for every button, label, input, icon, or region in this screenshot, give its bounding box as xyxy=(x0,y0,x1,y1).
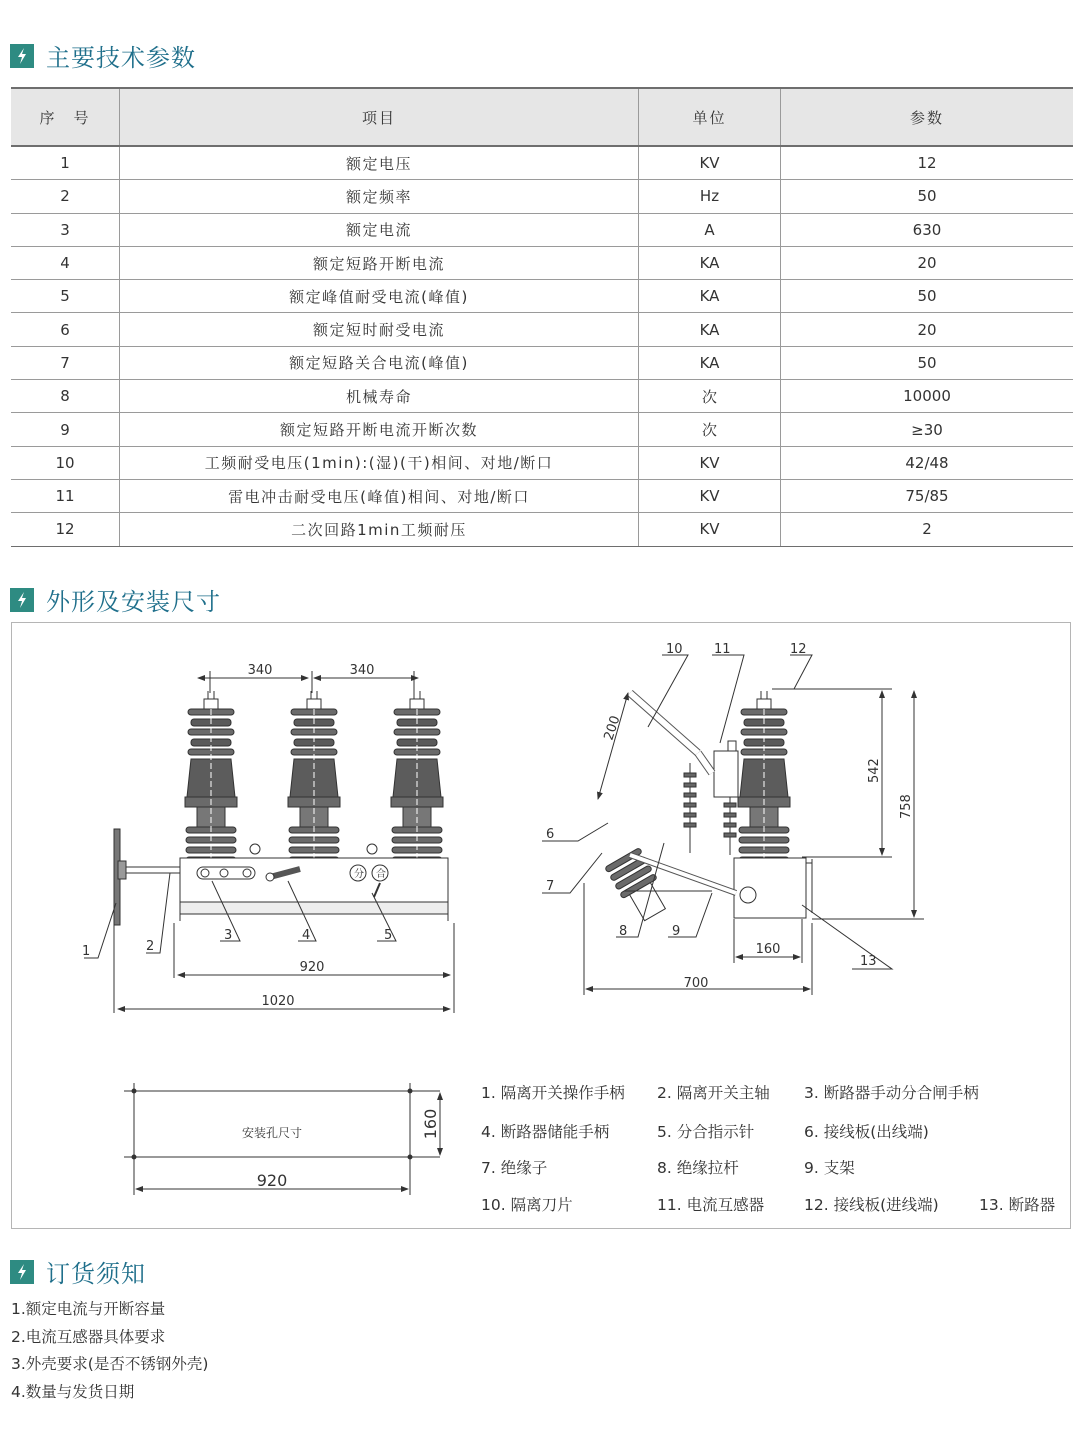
callout: 2 xyxy=(146,939,155,954)
legend-item: 6. 接线板(出线端) xyxy=(804,1123,929,1141)
legend-item: 3. 断路器手动分合闸手柄 xyxy=(804,1084,979,1102)
cell-no: 10 xyxy=(11,446,120,479)
cell-unit: KA xyxy=(639,313,781,346)
cell-unit: KV xyxy=(639,513,781,546)
cell-item: 机械寿命 xyxy=(120,380,639,413)
dim-label: 1020 xyxy=(261,994,295,1009)
table-row xyxy=(11,246,1073,279)
cell-no: 2 xyxy=(11,180,120,213)
cell-no: 7 xyxy=(11,346,120,379)
callout: 13 xyxy=(860,954,877,969)
dim-label: 160 xyxy=(421,1108,440,1140)
dim-label: 340 xyxy=(349,663,375,678)
front-view xyxy=(84,671,454,1013)
callout: 11 xyxy=(714,642,731,657)
cell-unit: KA xyxy=(639,346,781,379)
section-title: 外形及安装尺寸 xyxy=(46,588,221,616)
cell-item: 额定短路开断电流开断次数 xyxy=(120,413,639,446)
legend-item: 12. 接线板(进线端) xyxy=(804,1196,939,1214)
table-row xyxy=(11,213,1073,246)
legend-item: 5. 分合指示针 xyxy=(657,1123,755,1141)
side-view xyxy=(542,655,924,995)
dim-label: 700 xyxy=(683,976,709,991)
lightning-icon xyxy=(10,588,34,612)
dim-label: 542 xyxy=(867,758,882,783)
cell-no: 1 xyxy=(11,146,120,180)
dim-label: 340 xyxy=(247,663,273,678)
cell-no: 3 xyxy=(11,213,120,246)
indicator-close: 合 xyxy=(376,869,386,880)
callout: 7 xyxy=(546,879,555,894)
legend-item: 7. 绝缘子 xyxy=(481,1159,548,1177)
lightning-icon xyxy=(10,1260,34,1284)
cell-value: 42/48 xyxy=(781,446,1074,479)
cell-item: 额定峰值耐受电流(峰值) xyxy=(120,280,639,313)
callout: 10 xyxy=(666,642,683,657)
cell-item: 雷电冲击耐受电压(峰值)相间、对地/断口 xyxy=(120,479,639,512)
cell-no: 11 xyxy=(11,479,120,512)
cell-value: 2 xyxy=(781,513,1074,546)
cell-value: 50 xyxy=(781,346,1074,379)
cell-no: 9 xyxy=(11,413,120,446)
cell-unit: Hz xyxy=(639,180,781,213)
dim-label: 758 xyxy=(899,794,914,819)
table-row xyxy=(11,513,1073,546)
cell-no: 8 xyxy=(11,380,120,413)
table-header-row xyxy=(11,88,1073,146)
cell-value: 50 xyxy=(781,180,1074,213)
callout: 4 xyxy=(302,928,311,943)
indicator-open: 分 xyxy=(354,869,364,880)
cell-no: 6 xyxy=(11,313,120,346)
cell-unit: KA xyxy=(639,246,781,279)
col-header-value: 参数 xyxy=(781,88,1074,146)
table-row xyxy=(11,346,1073,379)
cell-item: 额定频率 xyxy=(120,180,639,213)
legend-item: 13. 断路器 xyxy=(979,1196,1056,1214)
section-header-dims xyxy=(10,582,221,617)
cell-unit: KA xyxy=(639,280,781,313)
table-row xyxy=(11,313,1073,346)
cell-value: 20 xyxy=(781,246,1074,279)
col-header-no: 序 号 xyxy=(11,88,120,146)
table-row xyxy=(11,479,1073,512)
cell-value: 75/85 xyxy=(781,479,1074,512)
cell-unit: KV xyxy=(639,479,781,512)
cell-no: 5 xyxy=(11,280,120,313)
dim-label: 200 xyxy=(601,713,624,743)
callout: 12 xyxy=(790,642,807,657)
legend-item: 4. 断路器储能手柄 xyxy=(481,1123,610,1141)
cell-no: 12 xyxy=(11,513,120,546)
list-item: 1.额定电流与开断容量 xyxy=(11,1300,166,1318)
cell-unit: KV xyxy=(639,446,781,479)
dim-label: 920 xyxy=(256,1171,288,1190)
col-header-unit: 单位 xyxy=(639,88,781,146)
section-title: 主要技术参数 xyxy=(46,44,196,72)
spec-table xyxy=(11,87,1073,547)
cell-item: 额定短时耐受电流 xyxy=(120,313,639,346)
cell-value: 50 xyxy=(781,280,1074,313)
legend-item: 11. 电流互感器 xyxy=(657,1196,765,1214)
cell-unit: 次 xyxy=(639,380,781,413)
cell-item: 额定短路关合电流(峰值) xyxy=(120,346,639,379)
dim-label: 920 xyxy=(299,960,325,975)
cell-item: 额定电流 xyxy=(120,213,639,246)
cell-unit: A xyxy=(639,213,781,246)
list-item: 3.外壳要求(是否不锈钢外壳) xyxy=(11,1355,209,1373)
table-row xyxy=(11,146,1073,180)
cell-value: ≥30 xyxy=(781,413,1074,446)
cell-unit: 次 xyxy=(639,413,781,446)
callout: 1 xyxy=(82,944,91,959)
col-header-item: 项目 xyxy=(120,88,639,146)
section-header-specs xyxy=(10,38,196,73)
legend-item: 2. 隔离开关主轴 xyxy=(657,1084,770,1102)
legend-item: 8. 绝缘拉杆 xyxy=(657,1159,739,1177)
table-row xyxy=(11,280,1073,313)
table-row xyxy=(11,446,1073,479)
cell-value: 20 xyxy=(781,313,1074,346)
lightning-icon xyxy=(10,44,34,68)
legend-item: 10. 隔离刀片 xyxy=(481,1196,573,1214)
table-row xyxy=(11,413,1073,446)
cell-value: 12 xyxy=(781,146,1074,180)
cell-value: 630 xyxy=(781,213,1074,246)
legend-item: 9. 支架 xyxy=(804,1159,855,1177)
callout: 3 xyxy=(224,928,233,943)
cell-item: 工频耐受电压(1min):(湿)(干)相间、对地/断口 xyxy=(120,446,639,479)
front-labels xyxy=(82,663,392,1009)
legend-item: 1. 隔离开关操作手柄 xyxy=(481,1084,625,1102)
section-title: 订货须知 xyxy=(46,1260,146,1288)
cell-item: 二次回路1min工频耐压 xyxy=(120,513,639,546)
drawing-frame xyxy=(11,622,1071,1229)
cell-item: 额定短路开断电流 xyxy=(120,246,639,279)
cell-value: 10000 xyxy=(781,380,1074,413)
cell-item: 额定电压 xyxy=(120,146,639,180)
section-header-order xyxy=(10,1254,146,1289)
callout: 5 xyxy=(384,928,393,943)
dim-label: 160 xyxy=(755,942,781,957)
callout: 9 xyxy=(672,924,681,939)
list-item: 4.数量与发货日期 xyxy=(11,1382,135,1401)
callout: 8 xyxy=(619,924,628,939)
mount-label: 安装孔尺寸 xyxy=(241,1126,303,1140)
cell-no: 4 xyxy=(11,246,120,279)
table-row xyxy=(11,380,1073,413)
cell-unit: KV xyxy=(639,146,781,180)
order-notes xyxy=(11,1296,208,1406)
callout: 6 xyxy=(546,827,555,842)
table-row xyxy=(11,180,1073,213)
list-item: 2.电流互感器具体要求 xyxy=(11,1327,166,1346)
